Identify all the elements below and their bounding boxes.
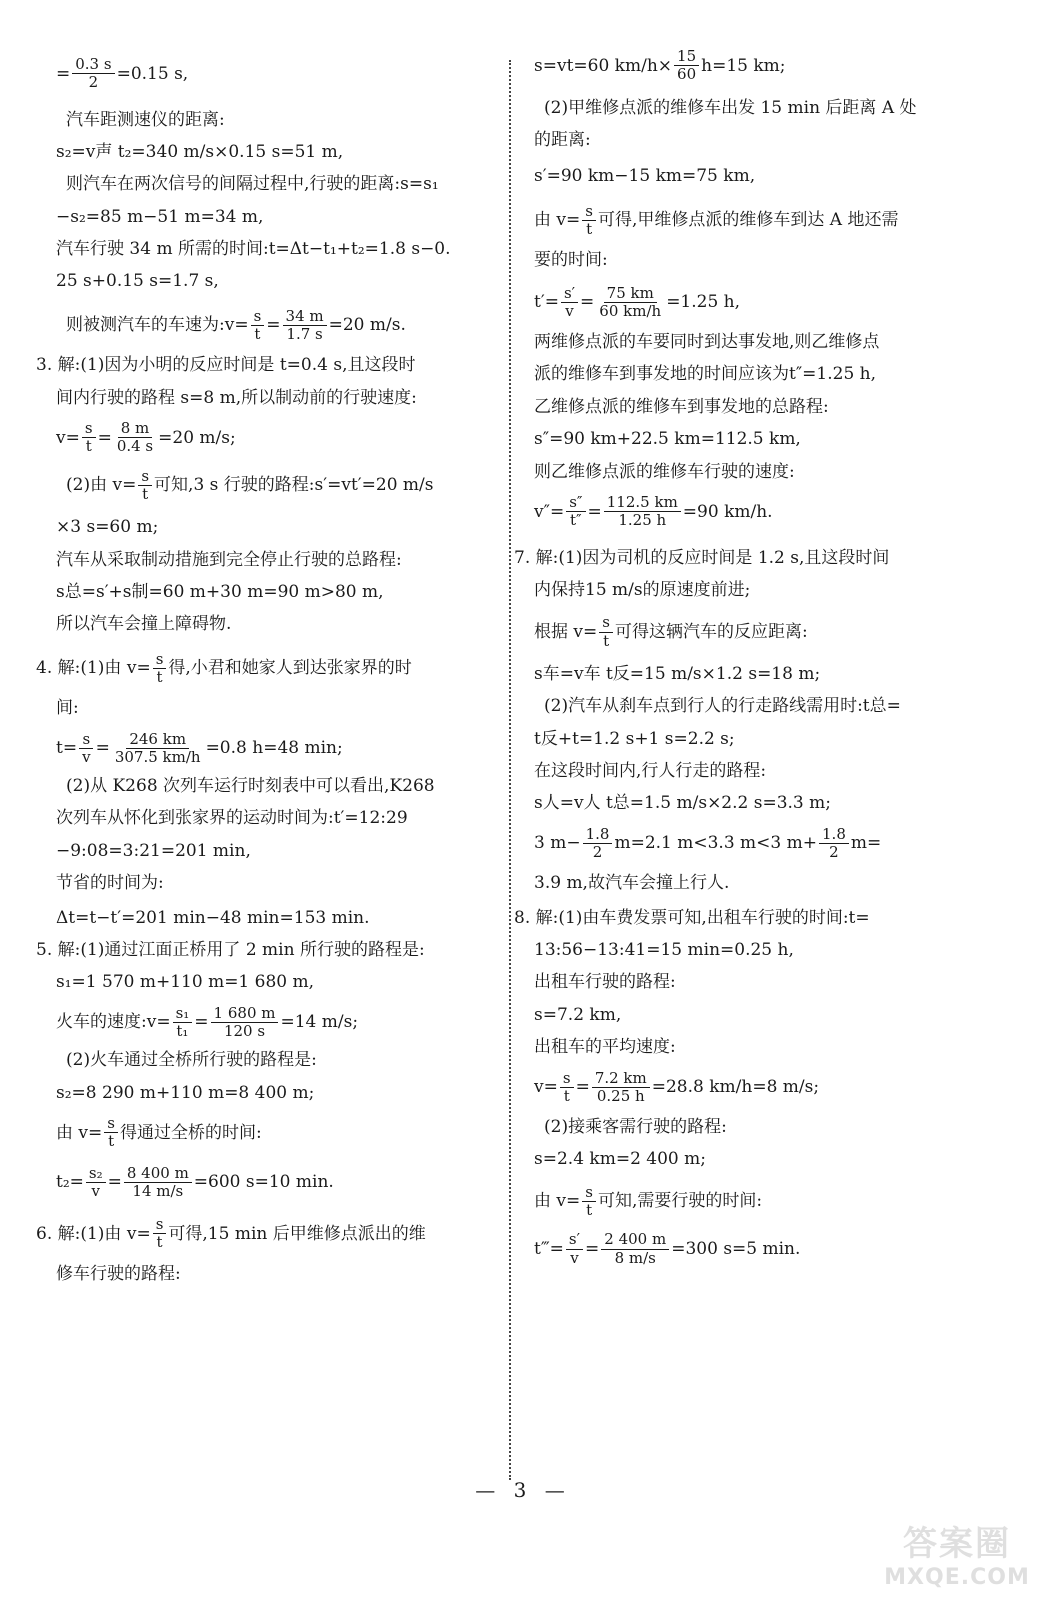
fraction-denominator: t <box>85 437 92 456</box>
line-text: ×3 s=60 m; <box>56 517 159 538</box>
solution-line <box>56 731 496 767</box>
fraction <box>674 48 699 84</box>
fraction-denominator: t <box>586 219 593 238</box>
fraction-numerator: 2 400 m <box>601 1231 669 1249</box>
line-text: =90 km/h. <box>682 501 773 522</box>
fraction-numerator: 15 <box>674 48 699 66</box>
fraction-numerator: 75 km <box>604 285 657 303</box>
fraction-numerator: s′ <box>561 285 578 303</box>
fraction-numerator: s₂ <box>86 1165 106 1183</box>
line-text: 次列车从怀化到张家界的运动时间为:t′=12:29 <box>56 808 408 829</box>
solution-line <box>534 940 984 960</box>
solution-line <box>534 614 984 650</box>
line-text: s总=s′+s制=60 m+30 m=90 m>80 m, <box>56 581 384 602</box>
solution-line <box>56 308 496 344</box>
line-text: 所以汽车会撞上障碍物. <box>56 614 232 635</box>
line-text: 则被测汽车的车速为:v= <box>66 315 249 336</box>
solution-line <box>56 1050 496 1070</box>
line-text: 则乙维修点派的维修车行驶的速度: <box>534 461 795 482</box>
solution-line <box>56 271 496 291</box>
fraction <box>566 494 585 530</box>
fraction-denominator: t″ <box>570 511 582 530</box>
line-text: s=2.4 km=2 400 m; <box>534 1149 706 1170</box>
fraction-numerator: s <box>153 1216 167 1234</box>
line-text: 由 v= <box>534 210 581 231</box>
line-text: s车=v车 t反=15 m/s×1.2 s=18 m; <box>534 663 821 684</box>
fraction-denominator: 2 <box>88 73 99 92</box>
line-text: s₁=1 570 m+110 m=1 680 m, <box>56 972 315 993</box>
solution-line <box>534 364 984 384</box>
line-text: (2)从 K268 次列车运行时刻表中可以看出,K268 <box>66 776 435 797</box>
solution-line <box>534 761 984 781</box>
line-text: s人=v人 t总=1.5 m/s×2.2 s=3.3 m; <box>534 793 832 814</box>
fraction-denominator: t <box>586 1201 593 1220</box>
fraction-denominator: 60 <box>677 65 697 84</box>
solution-line <box>534 972 984 992</box>
fraction-numerator: 1.8 <box>583 826 613 844</box>
fraction <box>283 308 327 344</box>
line-text: −s₂=85 m−51 m=34 m, <box>56 206 264 227</box>
solution-line <box>56 1005 496 1041</box>
line-text: h=15 km; <box>701 55 786 76</box>
fraction-denominator: v <box>570 1248 579 1267</box>
line-text: m=2.1 m<3.3 m<3 m+ <box>614 833 818 854</box>
fraction-numerator: s <box>582 203 596 221</box>
line-text: t′= <box>534 292 559 313</box>
solution-line <box>534 166 984 186</box>
line-text: −9:08=3:21=201 min, <box>56 840 251 861</box>
right-column <box>514 47 984 1267</box>
problem-heading-line <box>36 1216 496 1252</box>
fraction-denominator: t <box>142 484 149 503</box>
fraction <box>124 1165 192 1201</box>
line-text: 6. 解:(1)由 v= <box>36 1223 151 1244</box>
line-text: = <box>107 1172 122 1193</box>
fraction <box>583 826 613 862</box>
fraction-numerator: 8 400 m <box>124 1165 192 1183</box>
line-text: s₂=v声 t₂=340 m/s×0.15 s=51 m, <box>56 141 344 162</box>
line-text: =300 s=5 min. <box>671 1238 801 1259</box>
line-text: t反+t=1.2 s+1 s=2.2 s; <box>534 728 735 749</box>
fraction <box>153 1216 167 1252</box>
problem-heading-line <box>514 908 984 928</box>
line-text: =1.25 h, <box>666 292 741 313</box>
line-text: =0.15 s, <box>116 63 189 84</box>
line-text: Δt=t−t′=201 min−48 min=153 min. <box>56 907 370 928</box>
fraction-denominator: t <box>156 667 163 686</box>
fraction-numerator: 1.8 <box>819 826 849 844</box>
solution-line <box>534 462 984 482</box>
solution-line <box>534 1037 984 1057</box>
line-text: v= <box>534 1077 558 1098</box>
solution-line <box>56 776 496 796</box>
fraction-numerator: s <box>582 1184 596 1202</box>
solution-line <box>534 1117 984 1137</box>
solution-line <box>534 250 984 270</box>
line-text: 的距离: <box>534 129 591 150</box>
line-text: 可得这辆汽车的反应距离: <box>614 621 808 642</box>
solution-line <box>56 1083 496 1103</box>
fraction <box>566 1231 583 1267</box>
line-text: =28.8 km/h=8 m/s; <box>651 1077 820 1098</box>
line-text: t₂= <box>56 1172 84 1193</box>
solution-line <box>534 1149 984 1169</box>
line-text: s″=90 km+22.5 km=112.5 km, <box>534 429 801 450</box>
fraction-denominator: 8 m/s <box>614 1248 656 1267</box>
problem-heading-line <box>36 940 496 960</box>
solution-line <box>56 420 496 456</box>
fraction-numerator: 1 680 m <box>211 1005 279 1023</box>
line-text: 根据 v= <box>534 621 598 642</box>
line-text: = <box>575 1077 590 1098</box>
line-text: = <box>587 501 602 522</box>
line-text: t= <box>56 738 78 759</box>
line-text: (2)接乘客需行驶的路程: <box>544 1117 727 1138</box>
line-text: 13:56−13:41=15 min=0.25 h, <box>534 940 794 961</box>
fraction-numerator: 246 km <box>126 731 189 749</box>
column-divider <box>509 60 511 1480</box>
line-text: 派的维修车到事发地的时间应该为t″=1.25 h, <box>534 364 877 385</box>
solution-line <box>534 285 984 321</box>
fraction-numerator: s′ <box>566 1231 583 1249</box>
fraction-denominator: 60 km/h <box>599 301 662 320</box>
fraction-numerator: s <box>79 731 93 749</box>
solution-line <box>56 1165 496 1201</box>
fraction-numerator: 7.2 km <box>592 1070 650 1088</box>
fraction-denominator: 1.25 h <box>618 511 667 530</box>
fraction-denominator: 120 s <box>223 1022 266 1041</box>
solution-line <box>534 826 984 862</box>
solution-line <box>534 1005 984 1025</box>
fraction-denominator: t₁ <box>176 1022 189 1041</box>
fraction <box>592 1070 650 1106</box>
solution-line <box>56 207 496 227</box>
solution-line <box>534 1070 984 1106</box>
solution-line <box>56 614 496 634</box>
page-number: — 3 — <box>475 1478 571 1502</box>
line-text: 汽车距测速仪的距离: <box>66 109 225 130</box>
fraction <box>112 731 204 767</box>
fraction-numerator: s <box>560 1070 574 1088</box>
fraction-denominator: t <box>603 631 610 650</box>
solution-line <box>56 972 496 992</box>
line-text: v= <box>56 427 80 448</box>
solution-line <box>56 698 496 718</box>
line-text: 汽车行驶 34 m 所需的时间:t=Δt−t₁+t₂=1.8 s−0. <box>56 239 451 260</box>
line-text: =0.8 h=48 min; <box>205 738 343 759</box>
solution-line <box>56 142 496 162</box>
fraction-numerator: s <box>251 308 265 326</box>
watermark-top-text: 答案圈 <box>903 1524 1011 1564</box>
fraction <box>153 651 167 687</box>
line-text: (2)汽车从刹车点到行人的行走路线需用时:t总= <box>544 696 901 717</box>
fraction-numerator: s <box>82 420 96 438</box>
solution-line <box>534 580 984 600</box>
solution-line <box>56 517 496 537</box>
line-text: 出租车行驶的路程: <box>534 972 676 993</box>
line-text: 3.9 m,故汽车会撞上行人. <box>534 873 730 894</box>
line-text: 可知,需要行驶的时间: <box>597 1191 763 1212</box>
fraction-denominator: 307.5 km/h <box>114 747 201 766</box>
line-text: 火车的速度:v= <box>56 1012 171 1033</box>
line-text: = <box>580 292 595 313</box>
fraction-denominator: 14 m/s <box>132 1181 184 1200</box>
line-text: = <box>266 315 281 336</box>
problem-heading-line <box>36 651 496 687</box>
line-text: t‴= <box>534 1238 564 1259</box>
line-text: 由 v= <box>56 1122 103 1143</box>
fraction-numerator: 34 m <box>283 308 327 326</box>
line-text: 间内行驶的路程 s=8 m,所以制动前的行驶速度: <box>56 387 417 408</box>
fraction-denominator: t <box>108 1132 115 1151</box>
line-text: s₂=8 290 m+110 m=8 400 m; <box>56 1082 315 1103</box>
line-text: 在这段时间内,行人行走的路程: <box>534 760 767 781</box>
line-text: 3 m− <box>534 833 581 854</box>
line-text: 则汽车在两次信号的间隔过程中,行驶的距离:s=s₁ <box>66 174 439 195</box>
solution-line <box>534 729 984 749</box>
line-text: 由 v= <box>534 1191 581 1212</box>
line-text: = <box>194 1012 209 1033</box>
fraction <box>582 1184 596 1220</box>
solution-line <box>534 664 984 684</box>
fraction-denominator: 0.4 s <box>116 437 154 456</box>
line-text: =20 m/s; <box>158 427 236 448</box>
line-text: =14 m/s; <box>280 1012 359 1033</box>
solution-line <box>56 239 496 259</box>
fraction <box>82 420 96 456</box>
fraction <box>604 494 681 530</box>
solution-line <box>56 56 496 92</box>
fraction <box>72 56 114 92</box>
fraction-numerator: s <box>599 614 613 632</box>
solution-line <box>56 110 496 130</box>
fraction <box>104 1115 118 1151</box>
solution-line <box>534 48 984 84</box>
line-text: 可得,甲维修点派的维修车到达 A 地还需 <box>597 210 899 231</box>
solution-line <box>56 388 496 408</box>
line-text: (2)甲维修点派的维修车出发 15 min 后距离 A 处 <box>544 97 917 118</box>
fraction <box>599 614 613 650</box>
line-text: 汽车从采取制动措施到完全停止行驶的总路程: <box>56 549 402 570</box>
fraction-denominator: 1.7 s <box>286 325 323 344</box>
fraction <box>114 420 156 456</box>
fraction-numerator: s″ <box>566 494 585 512</box>
fraction-denominator: 2 <box>829 843 839 861</box>
line-text: 8. 解:(1)由车费发票可知,出租车行驶的时间:t= <box>514 907 870 928</box>
fraction <box>173 1005 193 1041</box>
fraction <box>582 203 596 239</box>
solution-line <box>56 468 496 504</box>
line-text: 要的时间: <box>534 250 608 271</box>
fraction-denominator: v <box>82 747 91 766</box>
problem-heading-line <box>36 355 496 375</box>
fraction <box>138 468 152 504</box>
line-text: 3. 解:(1)因为小明的反应时间是 t=0.4 s,且这段时 <box>36 355 416 376</box>
fraction-denominator: v <box>91 1181 100 1200</box>
solution-line <box>534 873 984 893</box>
solution-line <box>534 429 984 449</box>
fraction <box>560 1070 574 1106</box>
line-text: 内保持15 m/s的原速度前进; <box>534 579 751 600</box>
fraction-denominator: t <box>254 325 261 344</box>
line-text: 乙维修点派的维修车到事发地的总路程: <box>534 396 829 417</box>
solution-line <box>56 582 496 602</box>
solution-line <box>534 1184 984 1220</box>
solution-line <box>534 793 984 813</box>
solution-line <box>534 397 984 417</box>
solution-line <box>56 174 496 194</box>
solution-line <box>56 873 496 893</box>
fraction-denominator: 2 <box>592 843 603 861</box>
solution-line <box>56 550 496 570</box>
line-text: = <box>95 738 110 759</box>
line-text: (2)火车通过全桥所行驶的路程是: <box>66 1050 317 1071</box>
fraction-numerator: s <box>153 651 167 669</box>
solution-line <box>534 696 984 716</box>
solution-line <box>56 908 496 928</box>
fraction-denominator: t <box>156 1233 163 1252</box>
fraction <box>819 826 849 862</box>
fraction <box>596 285 664 321</box>
solution-line <box>534 203 984 239</box>
line-text: 出租车的平均速度: <box>534 1037 676 1058</box>
line-text: 4. 解:(1)由 v= <box>36 658 151 679</box>
watermark-logo <box>882 1514 1032 1592</box>
line-text: s′=90 km−15 km=75 km, <box>534 166 756 187</box>
line-text: 间: <box>56 698 79 719</box>
fraction-numerator: 0.3 s <box>72 56 114 74</box>
line-text: =600 s=10 min. <box>193 1172 334 1193</box>
solution-line <box>534 494 984 530</box>
fraction <box>251 308 265 344</box>
fraction-numerator: 8 m <box>118 420 153 438</box>
line-text: 得通过全桥的时间: <box>119 1122 262 1143</box>
line-text: 可得,15 min 后甲维修点派出的维 <box>168 1223 426 1244</box>
fraction-denominator: t <box>563 1086 570 1105</box>
fraction-denominator: 0.25 h <box>596 1086 645 1105</box>
fraction <box>561 285 578 321</box>
solution-line <box>56 808 496 828</box>
fraction <box>79 731 93 767</box>
line-text: v″= <box>534 501 565 522</box>
line-text: 可知,3 s 行驶的路程:s′=vt′=20 m/s <box>154 475 434 496</box>
fraction-denominator: v <box>565 301 574 320</box>
line-text: 节省的时间为: <box>56 873 164 894</box>
fraction <box>86 1165 106 1201</box>
solution-line <box>534 130 984 150</box>
watermark-bottom-text: MXQE.COM <box>884 1565 1030 1590</box>
solution-line <box>56 1264 496 1284</box>
line-text: s=7.2 km, <box>534 1004 622 1025</box>
solution-line <box>56 1115 496 1151</box>
solution-line <box>56 841 496 861</box>
left-column <box>36 48 496 1284</box>
line-text: s=vt=60 km/h× <box>534 55 673 76</box>
line-text: 5. 解:(1)通过江面正桥用了 2 min 所行驶的路程是: <box>36 940 425 961</box>
solution-line <box>534 1231 984 1267</box>
line-text: m= <box>850 833 882 854</box>
line-text: (2)由 v= <box>66 475 137 496</box>
fraction-numerator: s₁ <box>173 1005 193 1023</box>
solution-line <box>534 98 984 118</box>
line-text: 修车行驶的路程: <box>56 1263 181 1284</box>
fraction-numerator: s <box>138 468 152 486</box>
line-text: 7. 解:(1)因为司机的反应时间是 1.2 s,且这段时间 <box>514 547 890 568</box>
line-text: 25 s+0.15 s=1.7 s, <box>56 271 219 292</box>
fraction-numerator: 112.5 km <box>604 494 681 512</box>
line-text: 两维修点派的车要同时到达事发地,则乙维修点 <box>534 332 880 353</box>
fraction <box>211 1005 279 1041</box>
line-text: = <box>56 63 71 84</box>
fraction <box>601 1231 669 1267</box>
line-text: =20 m/s. <box>328 315 406 336</box>
fraction-numerator: s <box>104 1115 118 1133</box>
line-text: = <box>97 427 112 448</box>
line-text: = <box>585 1238 600 1259</box>
solution-line <box>534 332 984 352</box>
problem-heading-line <box>514 548 984 568</box>
line-text: 得,小君和她家人到达张家界的时 <box>168 658 412 679</box>
